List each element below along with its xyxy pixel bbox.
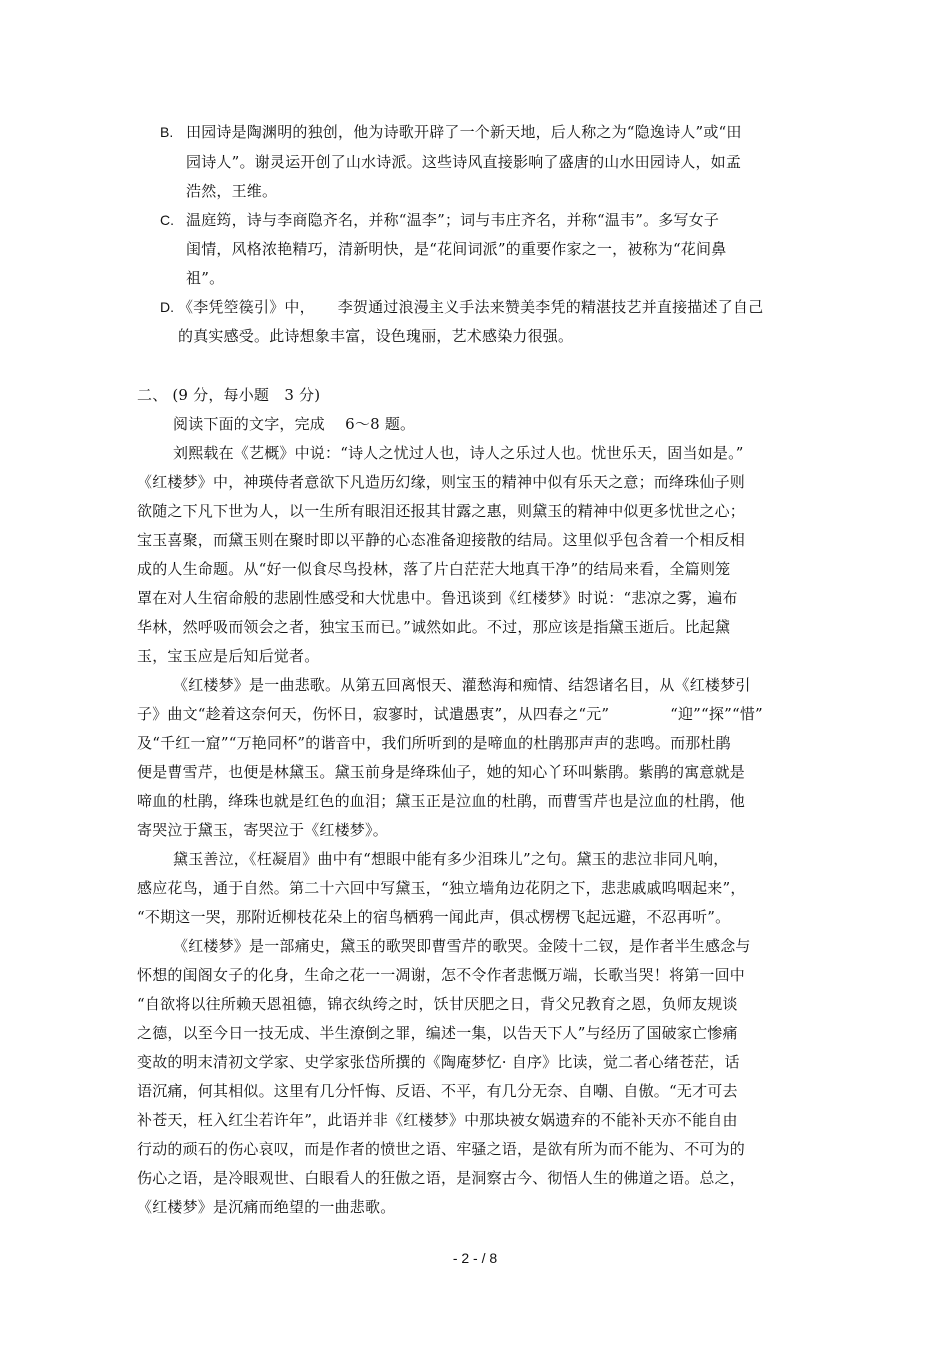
- option-c-line-2: 闺情，风格浓艳精巧，清新明快，是“花间词派”的重要作家之一，被称为“花间鼻: [186, 240, 727, 258]
- passage-line: 《红楼梦》中，神瑛侍者意欲下凡造历幻缘，则宝玉的精神中似有乐天之意；而绛珠仙子则: [137, 473, 746, 491]
- option-d-line-1: 《李凭箜篌引》中， 李贺通过浪漫主义手法来赞美李凭的精湛技艺并直接描述了自己: [178, 298, 764, 316]
- passage-line: 刘熙载在《艺概》中说：“诗人之忧过人也，诗人之乐过人也。忧世乐天，固当如是。”: [173, 444, 744, 462]
- option-c-letter: C.: [160, 212, 174, 228]
- passage-line: 罩在对人生宿命般的悲剧性感受和大忧患中。鲁迅谈到《红楼梦》时说：“悲凉之雾，遍布: [137, 589, 738, 607]
- page-number: - 2 - / 8: [452, 1250, 498, 1266]
- passage-line: 《红楼梦》是沉痛而绝望的一曲悲歌。: [137, 1198, 396, 1216]
- option-c-line-1: 温庭筠，诗与李商隐齐名，并称“温李”；词与韦庄齐名，并称“温韦”。多写女子: [186, 211, 720, 229]
- passage-line: 《红楼梦》是一曲悲歌。从第五回离恨天、灌愁海和痴情、结怨诸名目，从《红楼梦引: [173, 676, 751, 694]
- passage-line: 便是曹雪芹，也便是林黛玉。黛玉前身是绛珠仙子，她的知心丫环叫紫鹃。紫鹃的寓意就是: [137, 763, 746, 781]
- passage-line: 及“千红一窟”“万艳同杯”的谐音中，我们所听到的是啼血的杜鹃那声声的悲鸣。而那杜鹃: [137, 734, 731, 752]
- option-b-line-2: 园诗人”。谢灵运开创了山水诗派。这些诗风直接影响了盛唐的山水田园诗人，如孟: [186, 153, 742, 171]
- passage-line: 华林，然呼吸而领会之者，独宝玉而已。”诚然如此。不过，那应该是指黛玉逝后。比起黛: [137, 618, 731, 636]
- option-d-letter: D.: [160, 299, 174, 315]
- passage-line: 怀想的闺阁女子的化身，生命之花一一凋谢，怎不令作者悲慨万端，长歌当哭！将第一回中: [137, 966, 746, 984]
- passage-line: 宝玉喜聚，而黛玉则在聚时即以平静的心态准备迎接散的结局。这里似乎包含着一个相反相: [137, 531, 746, 549]
- passage-line: 《红楼梦》是一部痛史，黛玉的歌哭即曹雪芹的歌哭。金陵十二钗，是作者半生感念与: [173, 937, 751, 955]
- section-instruction: 阅读下面的文字，完成 6～8 题。: [173, 415, 416, 433]
- passage-line: 欲随之下凡下世为人，以一生所有眼泪还报其甘露之惠，则黛玉的精神中似更多忧世之心；: [137, 502, 746, 520]
- passage-line: 伤心之语，是冷眼观世、白眼看人的狂傲之语，是洞察古今、彻悟人生的佛道之语。总之，: [137, 1169, 746, 1187]
- passage-line: “不期这一哭，那附近柳枝花朵上的宿鸟栖鸦一闻此声，俱忒楞楞飞起远避，不忍再听”。: [137, 908, 731, 926]
- passage-line: 变故的明末清初文学家、史学家张岱所撰的《陶庵梦忆· 自序》比读，觉二者心绪苍茫，话: [137, 1053, 740, 1071]
- passage-line: 玉，宝玉应是后知后觉者。: [137, 647, 320, 665]
- passage-line: 之德，以至今日一技无成、半生潦倒之罪，编述一集，以告天下人”与经历了国破家亡惨痛: [137, 1024, 738, 1042]
- passage-line: 感应花鸟，通于自然。第二十六回中写黛玉，“独立墙角边花阴之下，悲悲戚戚呜咽起来”，: [137, 879, 746, 897]
- passage-line: 成的人生命题。从“好一似食尽鸟投林，落了片白茫茫大地真干净”的结局来看，全篇则笼: [137, 560, 731, 578]
- section-heading: 二、 (9 分，每小题 3 分): [137, 386, 321, 404]
- passage-line: 子》曲文“趁着这奈何天，伤怀日，寂寥时，试遣愚衷”，从四春之“元” “迎”“探”“惜”: [137, 705, 763, 723]
- option-b-letter: B.: [160, 124, 174, 140]
- option-b-line-1: 田园诗是陶渊明的独创，他为诗歌开辟了一个新天地，后人称之为“隐逸诗人”或“田: [186, 123, 742, 141]
- passage-line: 黛玉善泣，《枉凝眉》曲中有“想眼中能有多少泪珠儿”之句。黛玉的悲泣非同凡响，: [173, 850, 729, 868]
- option-d-line-2: 的真实感受。此诗想象丰富，设色瑰丽，艺术感染力很强。: [178, 327, 574, 345]
- option-b-line-3: 浩然，王维。: [186, 182, 278, 200]
- passage-line: 啼血的杜鹃，绛珠也就是红色的血泪；黛玉正是泣血的杜鹃，而曹雪芹也是泣血的杜鹃，他: [137, 792, 746, 810]
- passage-line: 寄哭泣于黛玉，寄哭泣于《红楼梦》。: [137, 821, 388, 839]
- option-c-line-3: 祖”。: [186, 269, 225, 287]
- passage-line: 补苍天，枉入红尘若许年”，此语并非《红楼梦》中那块被女娲遗弃的不能补天亦不能自由: [137, 1111, 738, 1129]
- passage-line: “自欲将以往所赖天恩祖德，锦衣纨绔之时，饫甘厌肥之日，背父兄教育之恩，负师友规谈: [137, 995, 738, 1013]
- passage-line: 语沉痛，何其相似。这里有几分忏悔、反语、不平，有几分无奈、自嘲、自傲。“无才可去: [137, 1082, 738, 1100]
- passage-line: 行动的顽石的伤心哀叹，而是作者的愤世之语、牢骚之语，是欲有所为而不能为、不可为的: [137, 1140, 746, 1158]
